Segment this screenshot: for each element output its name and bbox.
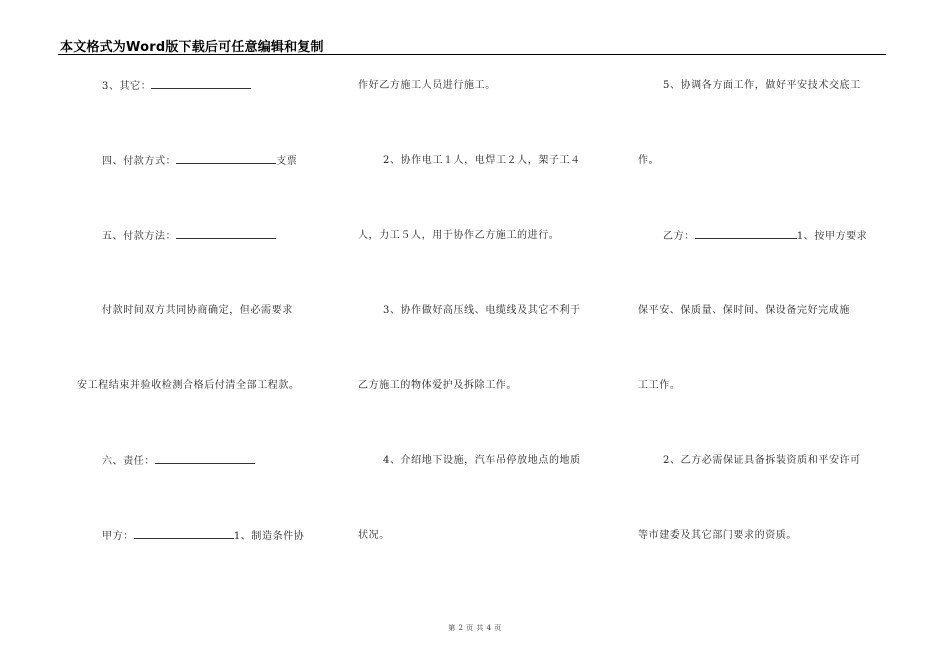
line-text: 六、责任： bbox=[102, 456, 155, 467]
line-text: 1、按甲方要求 bbox=[796, 231, 868, 242]
text-column-left bbox=[60, 0, 328, 672]
text-line bbox=[102, 529, 304, 544]
fill-in-blank bbox=[695, 229, 797, 239]
text-line: 保平安、保质量、保时间、保设备完好完成施 bbox=[638, 305, 850, 316]
line-text: 1、制造条件协 bbox=[233, 531, 305, 542]
line-text: 支票 bbox=[276, 156, 298, 167]
text-line bbox=[102, 79, 251, 94]
line-text: 五、付款方法： bbox=[102, 231, 177, 242]
text-line: 人，力工５人，用于协作乙方施工的进行。 bbox=[358, 230, 560, 241]
text-line bbox=[663, 229, 867, 244]
line-text: 甲方： bbox=[102, 531, 134, 542]
fill-in-blank bbox=[151, 79, 251, 89]
text-line: 作好乙方施工人员进行施工。 bbox=[358, 80, 496, 91]
line-text: 乙方： bbox=[663, 231, 695, 242]
text-line: 状况。 bbox=[358, 530, 390, 541]
text-line: 2、协作电工１人，电焊工２人，架子工４ bbox=[383, 155, 581, 166]
fill-in-blank bbox=[176, 154, 276, 164]
text-column-middle bbox=[358, 0, 608, 672]
fill-in-blank bbox=[155, 454, 255, 464]
page-number-footer: 第 2 页 共 4 页 bbox=[448, 624, 502, 632]
text-line bbox=[102, 454, 255, 469]
fill-in-blank bbox=[134, 529, 234, 539]
text-line: 3、协作做好高压线、电缆线及其它不利于 bbox=[383, 305, 581, 316]
text-line: 安工程结束并验收检测合格后付清全部工程款。 bbox=[77, 380, 300, 391]
text-column-right bbox=[638, 0, 888, 672]
text-line: 付款时间双方共同协商确定，但必需要求 bbox=[102, 305, 293, 316]
text-line: 作。 bbox=[638, 155, 660, 166]
document-header-title: 本文格式为Word版下载后可任意编辑和复制 bbox=[60, 40, 324, 55]
text-line: 等市建委及其它部门要求的资质。 bbox=[638, 530, 797, 541]
text-line bbox=[102, 229, 276, 244]
line-text: 四、付款方式： bbox=[102, 156, 177, 167]
text-line: 4、介绍地下设施，汽车吊停放地点的地质 bbox=[383, 455, 581, 466]
fill-in-blank bbox=[176, 229, 276, 239]
line-text: 3、其它： bbox=[102, 81, 152, 92]
text-line bbox=[102, 154, 297, 169]
text-line: 5、协调各方面工作，做好平安技术交底工 bbox=[663, 80, 861, 91]
text-line: 乙方施工的物体爱护及拆除工作。 bbox=[358, 380, 517, 391]
text-line: 工工作。 bbox=[638, 380, 681, 391]
text-line: 2、乙方必需保证具备拆装资质和平安许可 bbox=[663, 455, 861, 466]
